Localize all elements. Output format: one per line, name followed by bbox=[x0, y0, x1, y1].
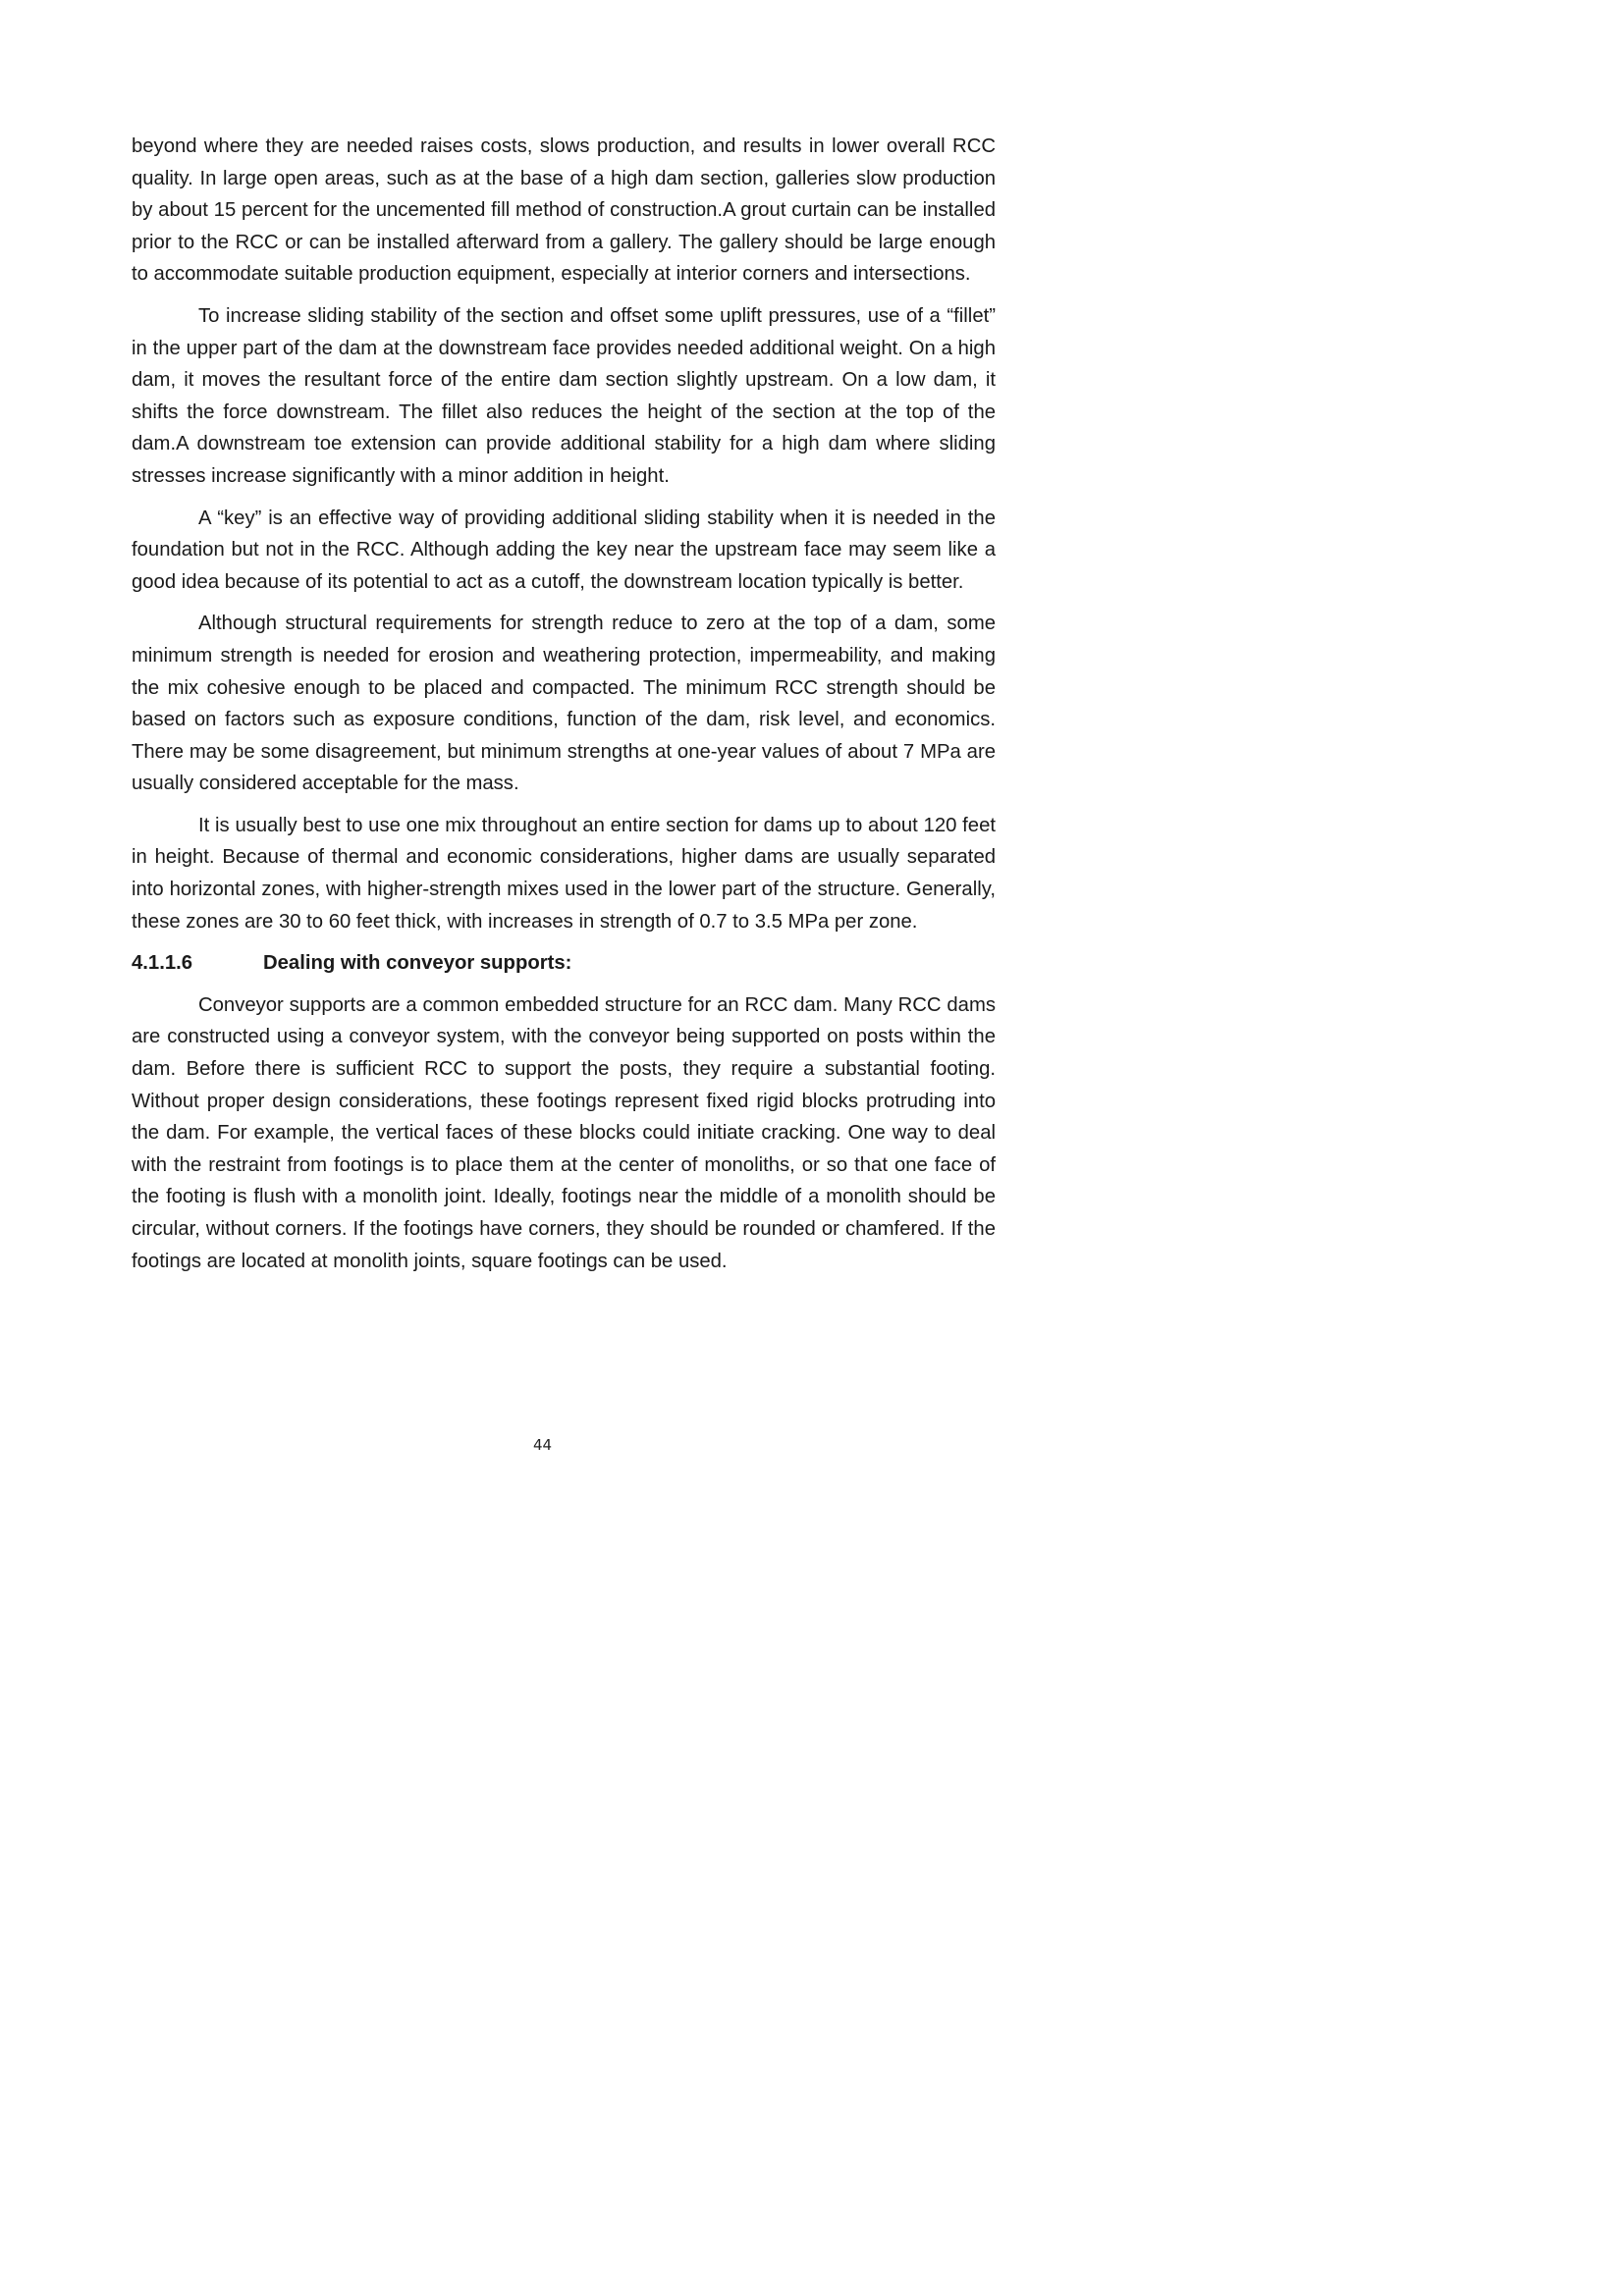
paragraph-galleries: beyond where they are needed raises costs, slows production, and results in lower overall RCC quality. In large open areas, such as at the base of a high dam section, galleries slow production by about 15 percent for the uncemented fill method of construction.A grout curtain can be installed prior to the RCC or can be installed afterward from a gallery. The gallery should be large enough to accommodate suitable production equipment, especially at interior corners and intersections. bbox=[132, 135, 996, 286]
paragraph-mix-zones: It is usually best to use one mix throughout an entire section for dams up to about 120 feet in height. Because of thermal and economic considerations, higher dams are usually separated into horizontal zones, with higher-strength mixes used in the lower part of the structure. Generally, these zones are 30 to 60 feet thick, with increases in strength of 0.7 to 3.5 MPa per zone. bbox=[132, 814, 996, 933]
section-title: Dealing with conveyor supports: bbox=[263, 952, 572, 975]
document-page bbox=[0, 0, 1085, 1534]
paragraph-minimum-strength: Although structural requirements for strength reduce to zero at the top of a dam, some minimum strength is needed for erosion and weathering protection, impermeability, and making the mix cohesive enough to be placed and compacted. The minimum RCC strength should be based on factors such as exposure conditions, function of the dam, risk level, and economics. There may be some disagreement, but minimum strengths at one-year values of about 7 MPa are usually considered acceptable for the mass. bbox=[132, 613, 996, 795]
paragraph-fillet: To increase sliding stability of the section and offset some uplift pressures, use of a “fillet” in the upper part of the dam at the downstream face provides needed additional weight. On a high dam, it moves the resultant force of the entire dam section slightly upstream. On a low dam, it shifts the force downstream. The fillet also reduces the height of the section at the top of the dam.A downstream toe extension can provide additional stability for a high dam where sliding stresses increase significantly with a minor addition in height. bbox=[132, 304, 996, 487]
paragraph-key: A “key” is an effective way of providing additional sliding stability when it is needed in the foundation but not in the RCC. Although adding the key near the upstream face may seem like a good idea because of its potential to act as a cutoff, the downstream location typically is better. bbox=[132, 507, 996, 593]
section-heading bbox=[132, 947, 996, 980]
page-number: 44 bbox=[532, 1436, 553, 1454]
section-number: 4.1.1.6 bbox=[132, 952, 193, 975]
page-body bbox=[132, 131, 996, 1287]
paragraph-conveyor-supports: Conveyor supports are a common embedded structure for an RCC dam. Many RCC dams are constructed using a conveyor system, with the conveyor being supported on posts within the dam. Before there is sufficient RCC to support the posts, they require a substantial footing. Without proper design considerations, these footings represent fixed rigid blocks protruding into the dam. For example, the vertical faces of these blocks could initiate cracking. One way to deal with the restraint from footings is to place them at the center of monoliths, or so that one face of the footing is flush with a monolith joint. Ideally, footings near the middle of a monolith should be circular, without corners. If the footings have corners, they should be rounded or chamfered. If the footings are located at monolith joints, square footings can be used. bbox=[132, 993, 996, 1272]
